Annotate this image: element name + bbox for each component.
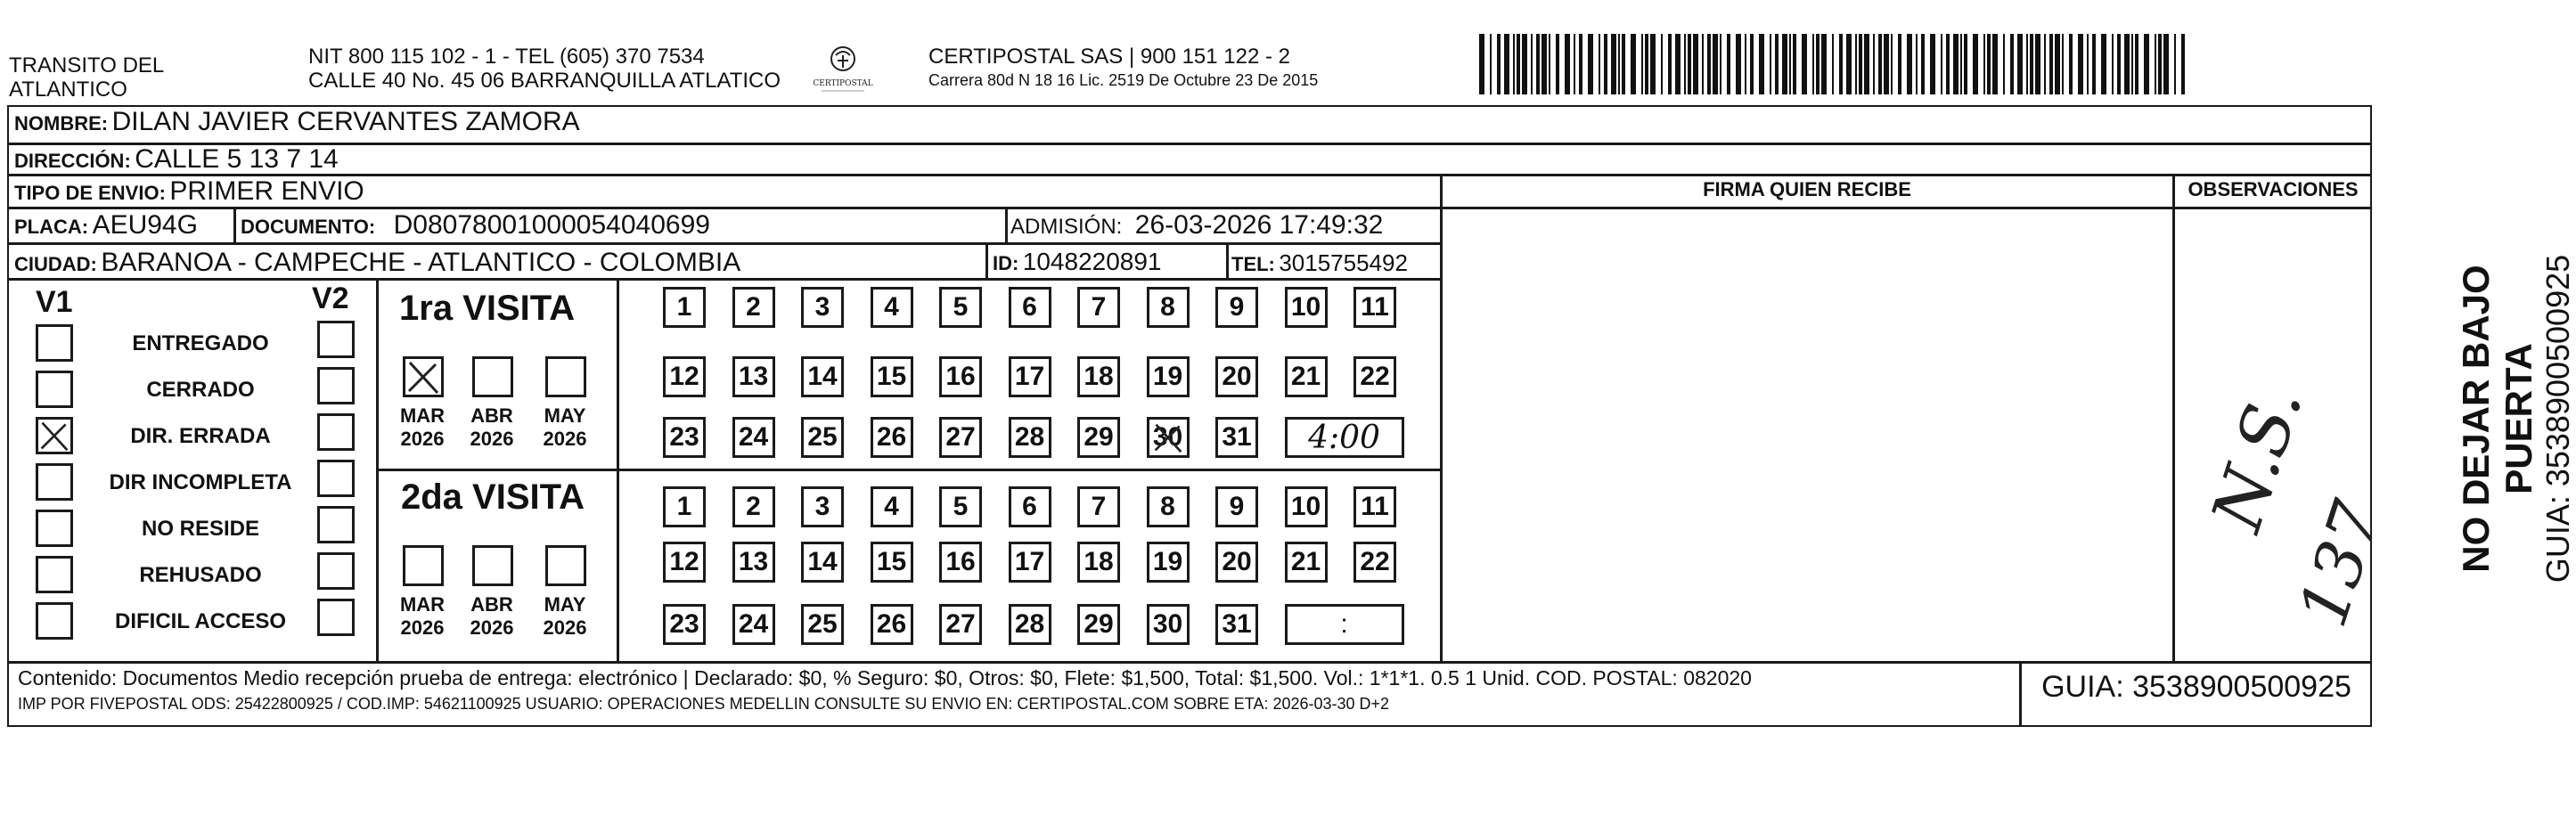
- tel-value: 3015755492: [1279, 249, 1408, 276]
- observaciones-note-1: N.S.: [2196, 377, 2318, 541]
- month-label: [465, 404, 519, 451]
- day-cell[interactable]: 30: [1147, 417, 1190, 458]
- month-name: ABR: [470, 593, 513, 616]
- barcode-bar: [1618, 34, 1620, 94]
- barcode-bar: [2158, 34, 2162, 94]
- barcode-bar: [1565, 34, 1570, 94]
- day-cell[interactable]: 18: [1077, 356, 1120, 397]
- barcode-bar: [2035, 34, 2040, 94]
- barcode-bar: [1684, 34, 1686, 94]
- check-x-icon: [38, 420, 70, 452]
- barcode-bar: [2003, 34, 2005, 94]
- month-checkbox[interactable]: [472, 545, 513, 586]
- barcode-bar: [1941, 34, 1942, 94]
- barcode-bar: [1864, 34, 1869, 94]
- day-cell[interactable]: 17: [1009, 542, 1051, 583]
- status-label: NO RESIDE: [141, 517, 260, 541]
- barcode-bar: [1891, 34, 1893, 94]
- sender-address: CALLE 40 No. 45 06 BARRANQUILLA ATLATICO: [308, 69, 781, 93]
- observaciones-header: OBSERVACIONES: [2188, 178, 2359, 200]
- tel-field: [1231, 249, 1408, 277]
- nombre-value: DILAN JAVIER CERVANTES ZAMORA: [111, 107, 580, 136]
- placa-label: PLACA:: [14, 216, 89, 238]
- barcode-bar: [1960, 34, 1962, 94]
- month-name: MAR: [399, 404, 446, 427]
- barcode-bar: [2044, 34, 2046, 94]
- direccion-label: DIRECCIÓN:: [14, 150, 131, 172]
- barcode-bar: [2030, 34, 2033, 94]
- barcode-bar: [1812, 34, 1814, 94]
- barcode-bar: [1542, 34, 1547, 94]
- status-label: REHUSADO: [139, 563, 262, 587]
- barcode-bar: [2026, 34, 2028, 94]
- barcode-bar: [1661, 34, 1663, 94]
- day-cell[interactable]: 21: [1285, 356, 1328, 397]
- barcode-bar: [1846, 34, 1852, 94]
- barcode-bar: [1650, 34, 1656, 94]
- barcode-bar: [2155, 34, 2156, 94]
- tipo-value: PRIMER ENVIO: [169, 176, 364, 206]
- documento-label: DOCUMENTO:: [241, 216, 376, 238]
- day-cell[interactable]: 20: [1215, 542, 1258, 583]
- barcode-bar: [1707, 34, 1711, 94]
- barcode-bar: [1574, 34, 1575, 94]
- barcode-bar: [1504, 34, 1509, 94]
- month-year: 2026: [400, 616, 445, 639]
- tipo-label: TIPO DE ENVIO:: [14, 182, 166, 204]
- day-cell[interactable]: 23: [663, 417, 706, 458]
- day-cell[interactable]: 13: [732, 542, 775, 583]
- day-cell[interactable]: 9: [1215, 486, 1258, 527]
- day-cell[interactable]: 27: [939, 604, 982, 645]
- barcode-bar: [1599, 34, 1600, 94]
- barcode-bar: [1479, 34, 1484, 94]
- day-cell[interactable]: 11: [1353, 486, 1396, 527]
- barcode-bar: [1855, 34, 1857, 94]
- day-cell[interactable]: 20: [1215, 356, 1258, 397]
- barcode-bar: [1946, 34, 1950, 94]
- day-cell[interactable]: 4: [871, 287, 913, 328]
- barcode-bar: [1873, 34, 1875, 94]
- barcode-bar: [1611, 34, 1616, 94]
- ciudad-field: [14, 248, 740, 278]
- barcode-bar: [1588, 34, 1593, 94]
- barcode-bar: [2144, 34, 2149, 94]
- barcode-bar: [1522, 34, 1527, 94]
- v1-checkbox[interactable]: [36, 324, 73, 362]
- day-cell[interactable]: 14: [801, 542, 844, 583]
- barcode-bar: [2069, 34, 2073, 94]
- day-cell[interactable]: 22: [1353, 542, 1396, 583]
- day-cell[interactable]: 26: [871, 604, 913, 645]
- barcode-bar: [1688, 34, 1691, 94]
- month-year: 2026: [543, 616, 587, 639]
- barcode-bar: [1736, 34, 1741, 94]
- barcode-bar: [1992, 34, 1998, 94]
- v2-checkbox[interactable]: [317, 460, 355, 497]
- day-cell[interactable]: 24: [732, 604, 775, 645]
- barcode-bar: [1907, 34, 1912, 94]
- month-name: MAR: [399, 593, 446, 616]
- barcode-bar: [1759, 34, 1764, 94]
- day-cell[interactable]: 1: [663, 486, 706, 527]
- day-cell[interactable]: 13: [732, 356, 775, 397]
- day-cell[interactable]: 31: [1215, 417, 1258, 458]
- month-label: [538, 404, 592, 451]
- day-cell[interactable]: 17: [1009, 356, 1051, 397]
- direccion-value: CALLE 5 13 7 14: [135, 144, 339, 174]
- certipostal-logo: [809, 43, 877, 96]
- day-cell[interactable]: 7: [1077, 287, 1120, 328]
- barcode-bar: [1859, 34, 1862, 94]
- day-cell[interactable]: 22: [1353, 356, 1396, 397]
- barcode-bar: [1839, 34, 1843, 94]
- observaciones-note-2: 137: [2284, 492, 2397, 636]
- footer-guia: GUIA: 3538900500925: [2041, 670, 2351, 704]
- day-cell[interactable]: 16: [939, 356, 982, 397]
- month-year: 2026: [543, 428, 587, 450]
- placa-field: [14, 210, 198, 241]
- barcode-bar: [1916, 34, 1918, 94]
- day-cell[interactable]: 6: [1009, 287, 1051, 328]
- month-year: 2026: [470, 616, 514, 639]
- barcode-bar: [1878, 34, 1882, 94]
- status-label: ENTREGADO: [132, 331, 269, 355]
- day-cell[interactable]: 18: [1077, 542, 1120, 583]
- barcode-bar: [1775, 34, 1779, 94]
- barcode-bar: [1713, 34, 1718, 94]
- barcode-bar: [1832, 34, 1834, 94]
- barcode-bar: [2117, 34, 2121, 94]
- day-cell[interactable]: 21: [1285, 542, 1328, 583]
- day-cell[interactable]: 12: [663, 542, 706, 583]
- sender-line-1: TRANSITO DEL: [9, 53, 165, 78]
- day-cell[interactable]: 2: [732, 486, 775, 527]
- barcode-bar: [2055, 34, 2060, 94]
- v2-checkbox[interactable]: [317, 506, 355, 543]
- month-year: 2026: [470, 428, 514, 450]
- month-checkbox[interactable]: [403, 356, 444, 397]
- day-cell[interactable]: 23: [663, 604, 706, 645]
- v2-checkbox[interactable]: [317, 367, 355, 404]
- day-cell[interactable]: 24: [732, 417, 775, 458]
- day-cell[interactable]: 12: [663, 356, 706, 397]
- check-x-icon: [1151, 421, 1185, 453]
- barcode-bar: [1953, 34, 1959, 94]
- day-cell[interactable]: 9: [1215, 287, 1258, 328]
- barcode-bar: [2112, 34, 2114, 94]
- tel-label: TEL:: [1231, 253, 1275, 275]
- barcode-bar: [1517, 34, 1520, 94]
- nit-text: NIT 800 115 102 - 1 - TEL (605) 370 7534: [308, 45, 705, 69]
- v1-checkbox[interactable]: [36, 602, 73, 640]
- ciudad-label: CIUDAD:: [14, 253, 97, 275]
- barcode-bar: [2101, 34, 2106, 94]
- barcode-bar: [1531, 34, 1533, 94]
- side-warning: NO DEJAR BAJO PUERTA: [2455, 265, 2539, 573]
- barcode-bar: [1622, 34, 1625, 94]
- nombre-row: [14, 107, 580, 137]
- v2-checkbox[interactable]: [317, 321, 355, 358]
- v2-checkbox[interactable]: [317, 599, 355, 636]
- barcode-bar: [1536, 34, 1540, 94]
- barcode-bar: [1720, 34, 1721, 94]
- barcode-bar: [1987, 34, 1991, 94]
- v1-checkbox[interactable]: [36, 556, 73, 593]
- v1-checkbox[interactable]: [36, 510, 73, 547]
- v1-checkbox[interactable]: [36, 463, 73, 501]
- day-cell[interactable]: 7: [1077, 486, 1120, 527]
- day-cell[interactable]: 8: [1147, 287, 1190, 328]
- barcode-bar: [1693, 34, 1698, 94]
- courier-name: CERTIPOSTAL SAS | 900 151 122 - 2: [928, 45, 1290, 69]
- day-cell[interactable]: 6: [1009, 486, 1051, 527]
- barcode-bar: [1641, 34, 1643, 94]
- footer-contents: Contenido: Documentos Medio recepción prueba de entrega: electrónico | Declarado: $0, % Seguro: $0, Otros: $0, Flete: $1,500, Total: $1,500. Vol.: 1*1*1. 0.5 1 Unid. COD. POSTAL: 082020: [18, 666, 1752, 690]
- day-cell[interactable]: 15: [871, 356, 913, 397]
- id-label: ID:: [993, 252, 1019, 274]
- barcode-bar: [1964, 34, 1967, 94]
- tipo-row: [14, 176, 364, 207]
- admision-label: ADMISIÓN:: [1010, 215, 1123, 239]
- barcode-bar: [1631, 34, 1636, 94]
- status-label: CERRADO: [146, 378, 255, 402]
- day-cell[interactable]: 10: [1285, 486, 1328, 527]
- barcode-bar: [1579, 34, 1582, 94]
- day-cell[interactable]: 4: [871, 486, 913, 527]
- month-checkbox[interactable]: [545, 356, 586, 397]
- barcode-bar: [1802, 34, 1807, 94]
- barcode-bar: [1898, 34, 1901, 94]
- barcode-bar: [1789, 34, 1791, 94]
- month-checkbox[interactable]: [472, 356, 513, 397]
- day-cell[interactable]: 28: [1009, 604, 1051, 645]
- day-cell[interactable]: 5: [939, 287, 982, 328]
- firma-header: FIRMA QUIEN RECIBE: [1703, 178, 1911, 200]
- barcode-bar: [1727, 34, 1730, 94]
- v2-checkbox[interactable]: [317, 413, 355, 451]
- barcode-bar: [1497, 34, 1501, 94]
- courier-address: Carrera 80d N 18 16 Lic. 2519 De Octubre 23 De 2015: [928, 71, 1319, 89]
- status-label: DIFICIL ACCESO: [114, 609, 286, 633]
- day-cell[interactable]: 1: [663, 287, 706, 328]
- barcode-bar: [2087, 34, 2089, 94]
- sender-line-2: ATLANTICO: [9, 78, 127, 102]
- footer-imp: IMP POR FIVEPOSTAL ODS: 25422800925 / COD.IMP: 54621100925 USUARIO: OPERACIONES MEDELLIN CONSULTE SU ENVIO EN: CERTIPOSTAL.COM SOBRE ETA: 2026-03-30 D+2: [18, 695, 1390, 713]
- logo-text: CERTIPOSTAL: [813, 79, 873, 88]
- day-cell[interactable]: 30: [1147, 604, 1190, 645]
- day-cell[interactable]: 15: [871, 542, 913, 583]
- id-value: 1048220891: [1022, 248, 1162, 275]
- barcode-bar: [1668, 34, 1672, 94]
- barcode-bar: [1973, 34, 1978, 94]
- barcode-bar: [1884, 34, 1889, 94]
- barcode: [1479, 34, 2192, 94]
- barcode-bar: [1549, 34, 1550, 94]
- barcode-bar: [2049, 34, 2053, 94]
- side-guia: GUIA: 3538900500925: [2539, 254, 2576, 583]
- barcode-bar: [1645, 34, 1648, 94]
- month-checkbox[interactable]: [403, 545, 444, 586]
- day-check-mark: [1151, 421, 1185, 453]
- day-cell[interactable]: 25: [801, 604, 844, 645]
- month-label: [465, 593, 519, 640]
- day-cell[interactable]: 28: [1009, 417, 1051, 458]
- admision-field: [1010, 210, 1383, 241]
- month-name: MAY: [544, 404, 586, 427]
- day-cell[interactable]: 8: [1147, 486, 1190, 527]
- barcode-bar: [2131, 34, 2133, 94]
- barcode-bar: [2163, 34, 2169, 94]
- v1-checkbox[interactable]: [36, 417, 73, 454]
- day-cell[interactable]: 27: [939, 417, 982, 458]
- barcode-bar: [1983, 34, 1985, 94]
- month-year: 2026: [400, 428, 445, 450]
- month-label: [396, 404, 449, 451]
- documento-value: D08078001000054040699: [393, 210, 710, 240]
- day-cell[interactable]: 3: [801, 287, 844, 328]
- barcode-bar: [1921, 34, 1925, 94]
- day-cell[interactable]: 19: [1147, 542, 1190, 583]
- month-checkbox[interactable]: [545, 545, 586, 586]
- second-visit-title: 2da VISITA: [401, 477, 585, 517]
- status-label: DIR INCOMPLETA: [109, 470, 292, 494]
- placa-value: AEU94G: [92, 210, 198, 240]
- day-cell[interactable]: 25: [801, 417, 844, 458]
- check-x-icon: [405, 359, 441, 395]
- day-cell[interactable]: 26: [871, 417, 913, 458]
- documento-field: [241, 210, 710, 241]
- barcode-bar: [1930, 34, 1935, 94]
- first-visit-title: 1ra VISITA: [399, 289, 576, 328]
- month-label: [396, 593, 449, 640]
- barcode-bar: [1513, 34, 1515, 94]
- admision-value: 26-03-2026 17:49:32: [1134, 210, 1384, 240]
- side-panel: [2455, 187, 2576, 650]
- courier-info: [928, 45, 1318, 91]
- id-field: [993, 248, 1162, 276]
- barcode-bar: [2174, 34, 2176, 94]
- day-cell[interactable]: 16: [939, 542, 982, 583]
- barcode-bar: [2017, 34, 2023, 94]
- day-cell[interactable]: 3: [801, 486, 844, 527]
- barcode-bar: [2135, 34, 2138, 94]
- day-cell[interactable]: 29: [1077, 604, 1120, 645]
- day-cell[interactable]: 14: [801, 356, 844, 397]
- barcode-bar: [1556, 34, 1559, 94]
- day-cell[interactable]: 5: [939, 486, 982, 527]
- barcode-bar: [1675, 34, 1681, 94]
- ciudad-value: BARANOA - CAMPECHE - ATLANTICO - COLOMBIA: [101, 248, 741, 277]
- barcode-bar: [2092, 34, 2096, 94]
- barcode-bar: [1604, 34, 1607, 94]
- time-field-first[interactable]: 4:00: [1285, 417, 1404, 458]
- v1-header: V1: [36, 285, 73, 319]
- barcode-bar: [2124, 34, 2130, 94]
- month-name: MAY: [544, 593, 586, 616]
- time-field-second[interactable]: :: [1285, 604, 1404, 645]
- month-label: [538, 593, 592, 640]
- barcode-bar: [2062, 34, 2064, 94]
- barcode-bar: [1702, 34, 1704, 94]
- month-name: ABR: [470, 404, 513, 427]
- barcode-bar: [1490, 34, 1492, 94]
- v2-header: V2: [312, 282, 349, 315]
- barcode-bar: [1821, 34, 1827, 94]
- direccion-row: [14, 144, 339, 175]
- barcode-bar: [2010, 34, 2014, 94]
- barcode-bar: [2078, 34, 2083, 94]
- day-cell[interactable]: 29: [1077, 417, 1120, 458]
- nombre-label: NOMBRE:: [14, 112, 109, 135]
- v1-checkbox[interactable]: [36, 371, 73, 408]
- status-label: DIR. ERRADA: [130, 424, 271, 448]
- sender-organization: [9, 53, 164, 102]
- barcode-bar: [1750, 34, 1754, 94]
- barcode-bar: [1816, 34, 1820, 94]
- day-cell[interactable]: 19: [1147, 356, 1190, 397]
- day-cell[interactable]: 10: [1285, 287, 1328, 328]
- barcode-bar: [1793, 34, 1796, 94]
- v2-checkbox[interactable]: [317, 552, 355, 590]
- sender-contact: [308, 45, 781, 93]
- signature-area[interactable]: [1442, 210, 2172, 659]
- day-cell[interactable]: 11: [1353, 287, 1396, 328]
- day-cell[interactable]: 31: [1215, 604, 1258, 645]
- barcode-bar: [1770, 34, 1771, 94]
- barcode-bar: [1782, 34, 1787, 94]
- barcode-bar: [2181, 34, 2185, 94]
- day-cell[interactable]: 2: [732, 287, 775, 328]
- barcode-bar: [1745, 34, 1746, 94]
